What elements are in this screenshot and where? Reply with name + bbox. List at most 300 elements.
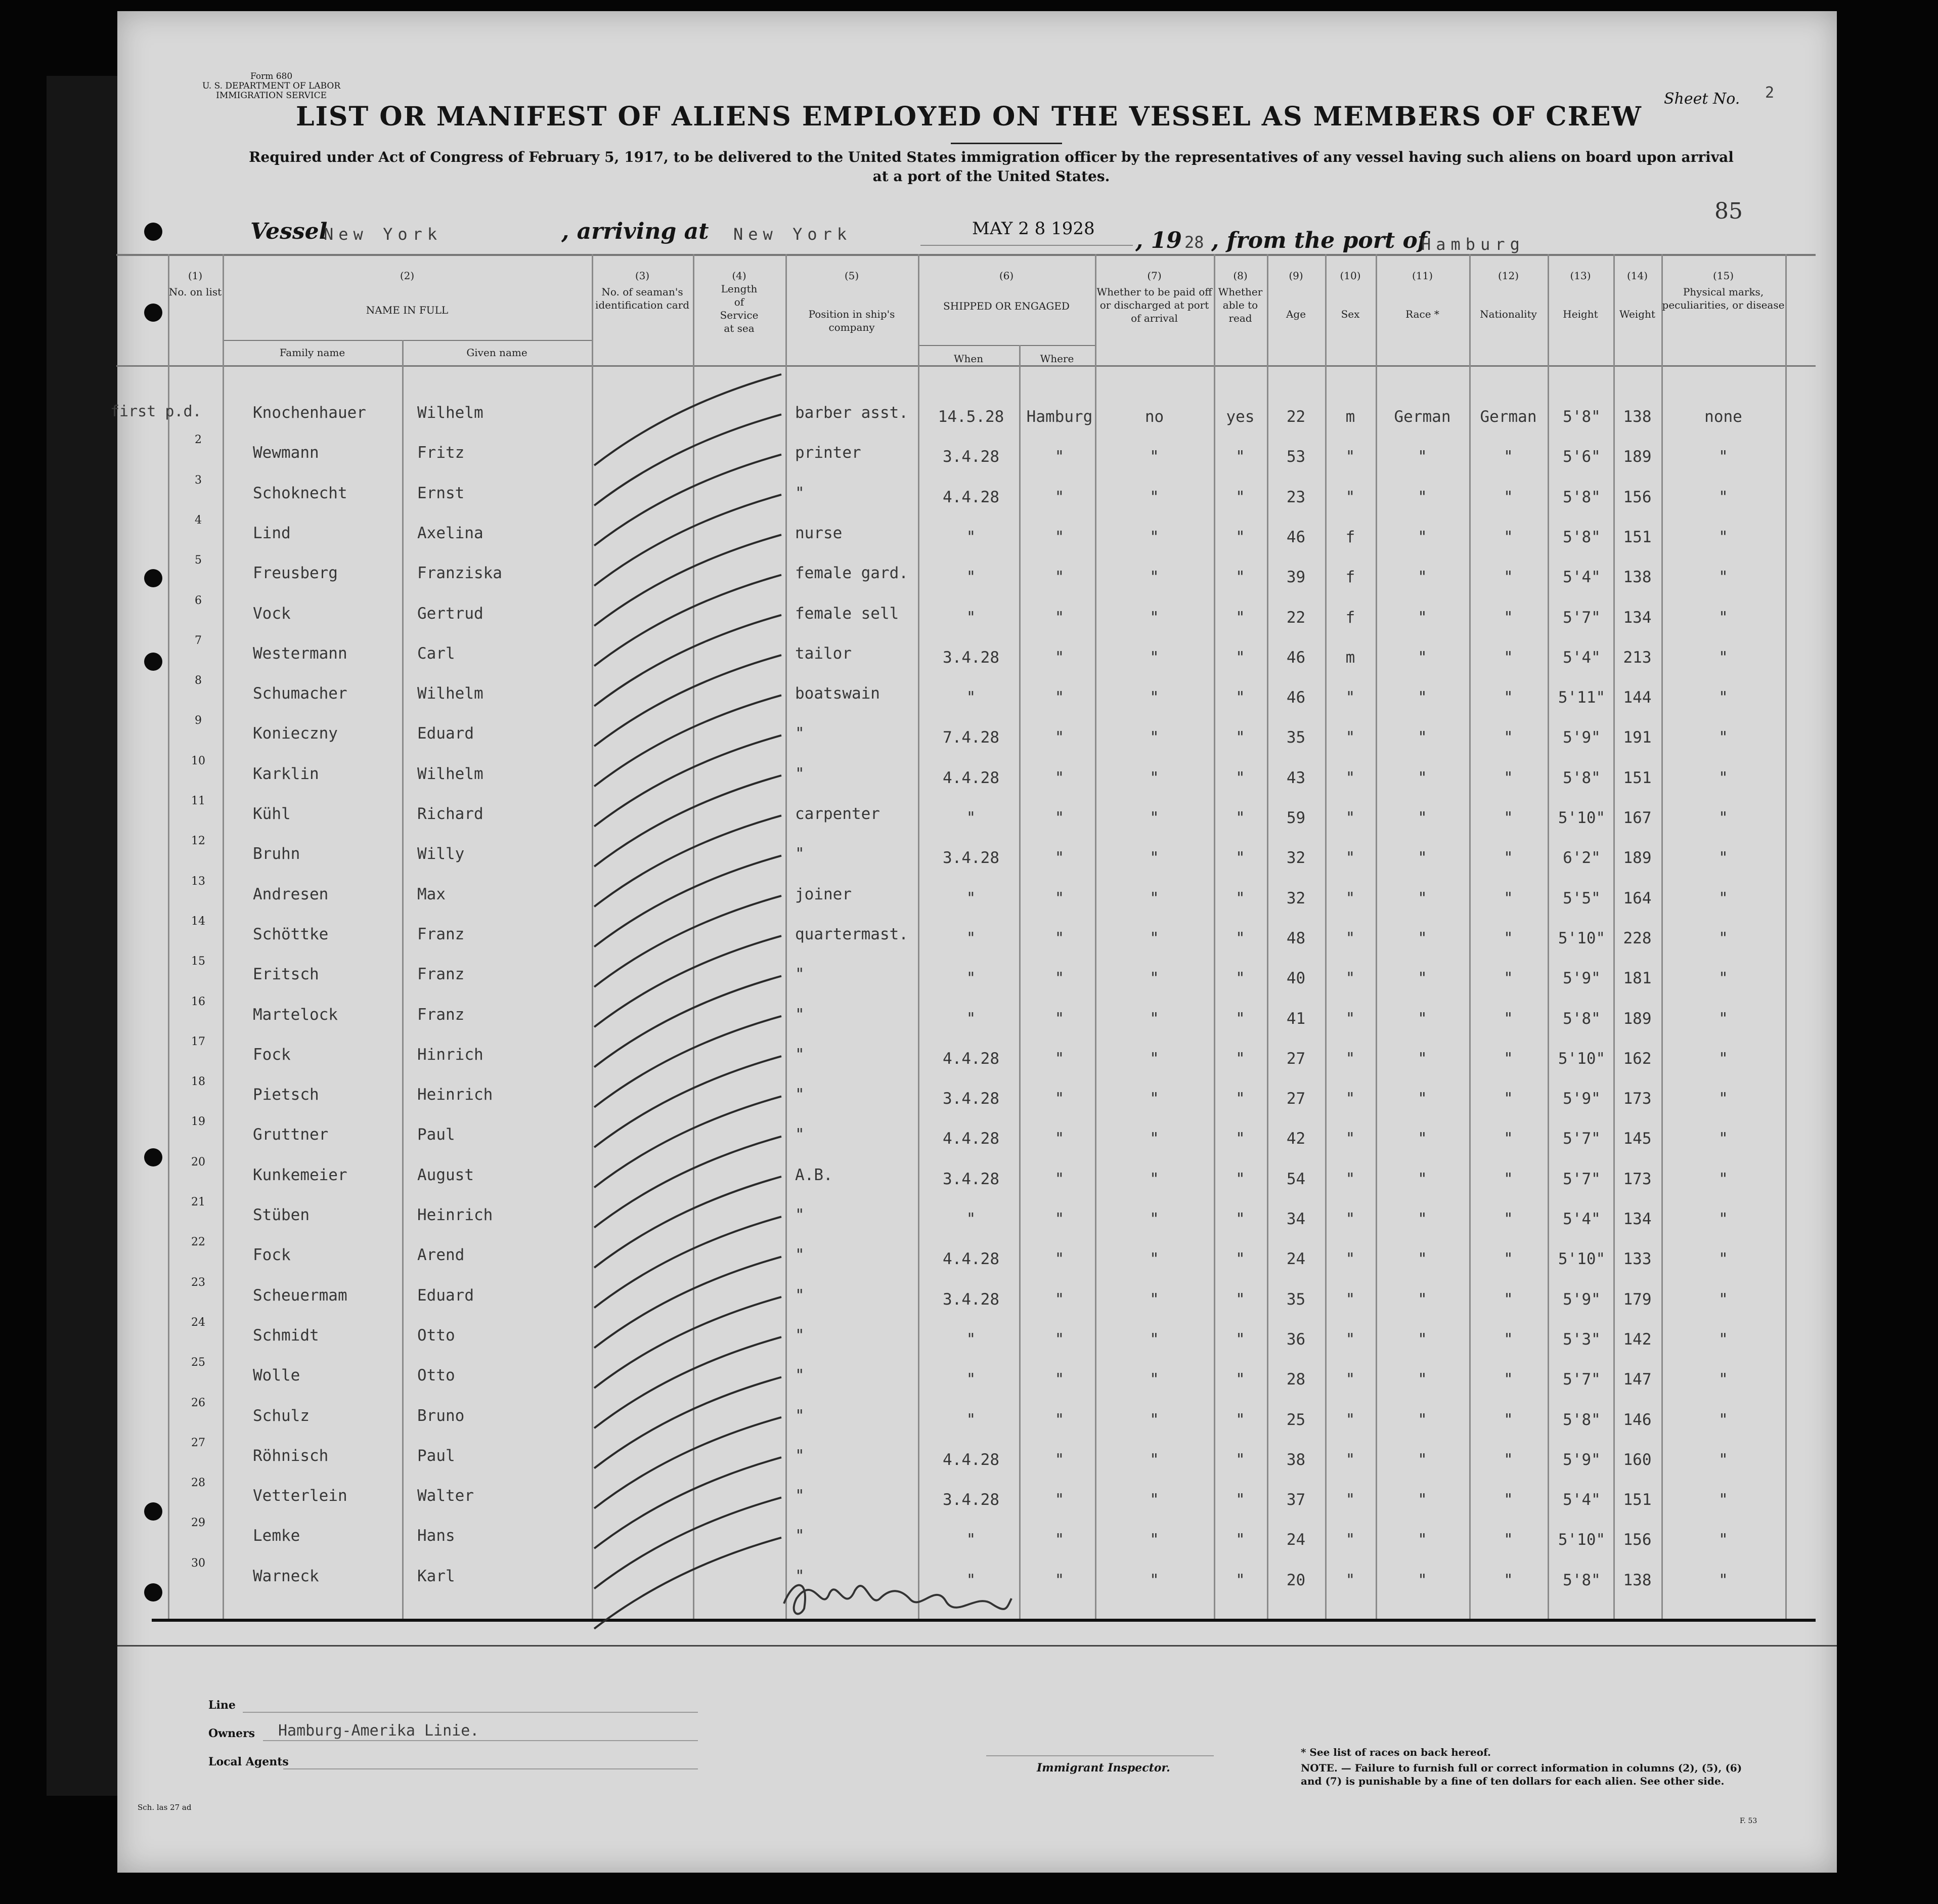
cell-family: Wewmann	[253, 444, 319, 462]
cell-read: "	[1236, 1370, 1245, 1389]
owners-underline	[263, 1740, 698, 1741]
cell-age: 35	[1286, 728, 1306, 747]
diagonal-stroke	[594, 735, 781, 827]
vessel-name: New York	[324, 225, 443, 244]
cell-read: "	[1236, 1210, 1245, 1228]
cell-given: Heinrich	[417, 1206, 493, 1224]
cell-weight: 145	[1623, 1130, 1652, 1148]
cell-position: "	[795, 1045, 805, 1064]
cell-nationality: "	[1504, 608, 1513, 627]
cell-sex: "	[1345, 1090, 1355, 1108]
cell-given: Ernst	[417, 484, 465, 502]
cell-race: "	[1418, 889, 1427, 907]
cell-age: 34	[1286, 1210, 1306, 1228]
cell-age: 46	[1286, 648, 1306, 667]
cell-position: tailor	[795, 644, 852, 663]
cell-family: Gruttner	[253, 1126, 329, 1144]
cell-given: Wilhelm	[417, 684, 483, 703]
cell-race: German	[1394, 408, 1451, 426]
cell-marks: "	[1719, 728, 1728, 747]
cell-when: 3.4.28	[943, 1090, 999, 1108]
cell-height: 5'9"	[1563, 1290, 1601, 1309]
cell-where: "	[1054, 488, 1065, 506]
cell-age: 46	[1286, 688, 1306, 707]
row-number: 10	[191, 754, 205, 767]
cell-where: "	[1054, 969, 1065, 988]
cell-family: Freusberg	[253, 564, 338, 583]
col-number: (6)	[999, 270, 1014, 282]
cell-when: 4.4.28	[943, 1450, 999, 1469]
cell-position: "	[795, 1326, 805, 1345]
cell-position: "	[795, 764, 805, 783]
cell-height: 5'4"	[1563, 648, 1601, 667]
cell-race: "	[1418, 1250, 1427, 1269]
diagonal-stroke	[594, 1538, 781, 1629]
col-number: (15)	[1712, 270, 1734, 282]
cell-position: nurse	[795, 524, 843, 542]
row-number: 9	[195, 714, 202, 727]
department: U. S. DEPARTMENT OF LABOR	[202, 81, 341, 91]
cell-height: 5'8"	[1563, 1571, 1601, 1589]
cell-weight: 156	[1623, 488, 1652, 506]
cell-where: "	[1054, 929, 1065, 947]
cell-when: 3.4.28	[943, 849, 999, 868]
cell-read: "	[1236, 1290, 1245, 1309]
cell-nationality: "	[1504, 1531, 1513, 1549]
year-suffix: 28	[1184, 233, 1204, 252]
cell-nationality: "	[1504, 488, 1513, 506]
cell-sex: "	[1345, 1571, 1355, 1589]
cell-read: yes	[1226, 408, 1255, 426]
row-number: 18	[191, 1075, 205, 1089]
cell-read: "	[1236, 608, 1245, 627]
service: IMMIGRATION SERVICE	[216, 91, 327, 101]
col-number: (1)	[188, 270, 203, 282]
cell-nationality: "	[1504, 969, 1513, 988]
col-number: (7)	[1147, 270, 1162, 282]
cell-given: August	[417, 1165, 474, 1184]
cell-given: Wilhelm	[417, 404, 483, 422]
cell-where: "	[1054, 728, 1065, 747]
cell-where: "	[1054, 1290, 1065, 1309]
diagonal-stroke	[594, 1137, 781, 1228]
cell-weight: 173	[1623, 1090, 1652, 1108]
cell-given: Eduard	[417, 1286, 474, 1305]
cell-read: "	[1236, 1410, 1245, 1429]
cell-family: Eritsch	[253, 965, 319, 984]
schedule-code: Sch. las 27 ad	[138, 1803, 192, 1812]
cell-read: "	[1236, 1450, 1245, 1469]
cell-given: Willy	[417, 845, 465, 863]
cell-given: Fritz	[417, 444, 465, 462]
cell-weight: 189	[1623, 448, 1652, 466]
cell-position: A.B.	[795, 1165, 833, 1184]
cell-position: "	[795, 484, 805, 502]
cell-height: 5'9"	[1563, 1450, 1601, 1469]
cell-sex: "	[1345, 1170, 1355, 1188]
cell-age: 46	[1286, 528, 1306, 546]
cell-nationality: "	[1504, 1049, 1513, 1068]
cell-family: Lemke	[253, 1527, 300, 1545]
cell-race: "	[1418, 1571, 1427, 1589]
cell-family: Fock	[253, 1246, 291, 1265]
cell-where: "	[1054, 608, 1065, 627]
row-number: 5	[195, 554, 202, 567]
cell-nationality: "	[1504, 1450, 1513, 1469]
diagonal-stroke	[594, 936, 781, 1027]
col-number: (10)	[1340, 270, 1361, 282]
cell-sex: "	[1345, 1410, 1355, 1429]
cell-family: Scheuermam	[253, 1286, 347, 1305]
cell-race: "	[1418, 1170, 1427, 1188]
cell-nationality: "	[1504, 929, 1513, 947]
cell-paid: "	[1150, 1170, 1159, 1188]
cell-marks: "	[1719, 1290, 1728, 1309]
diagonal-stroke	[594, 1457, 781, 1548]
cell-nationality: "	[1504, 1210, 1513, 1228]
cell-when: "	[966, 1531, 976, 1549]
diagonal-stroke	[594, 1297, 781, 1388]
cell-sex: m	[1345, 648, 1355, 667]
cell-marks: "	[1719, 1410, 1728, 1429]
col-number: (9)	[1289, 270, 1303, 282]
cell-nationality: "	[1504, 1090, 1513, 1108]
cell-position: "	[795, 1126, 805, 1144]
cell-nationality: "	[1504, 1571, 1513, 1589]
cell-marks: "	[1719, 568, 1728, 587]
cell-marks: "	[1719, 1049, 1728, 1068]
cell-height: 5'8"	[1563, 488, 1601, 506]
diagonal-stroke	[594, 1177, 781, 1268]
cell-height: 5'8"	[1563, 528, 1601, 546]
row-number: 17	[191, 1035, 205, 1048]
cell-marks: "	[1719, 849, 1728, 868]
cell-marks: "	[1719, 929, 1728, 947]
cell-where: "	[1054, 1090, 1065, 1108]
cell-when: 4.4.28	[943, 1049, 999, 1068]
cell-read: "	[1236, 929, 1245, 947]
cell-when: 3.4.28	[943, 1491, 999, 1509]
cell-where: "	[1054, 1049, 1065, 1068]
cell-weight: 138	[1623, 1571, 1652, 1589]
line-underline	[243, 1712, 698, 1713]
diagonal-stroke	[594, 1016, 781, 1107]
diagonal-stroke	[594, 535, 781, 626]
cell-position: "	[795, 1446, 805, 1465]
row-number: 26	[191, 1396, 205, 1409]
cell-height: 5'9"	[1563, 969, 1601, 988]
cell-height: 5'10"	[1558, 1049, 1606, 1068]
cell-age: 27	[1286, 1049, 1306, 1068]
cell-given: Paul	[417, 1446, 455, 1465]
cell-nationality: "	[1504, 1410, 1513, 1429]
cell-position: barber asst.	[795, 404, 908, 422]
cell-race: "	[1418, 1130, 1427, 1148]
cell-weight: 134	[1623, 1210, 1652, 1228]
cell-given: Gertrud	[417, 604, 483, 623]
cell-marks: "	[1719, 1450, 1728, 1469]
cell-age: 20	[1286, 1571, 1306, 1589]
cell-marks: "	[1719, 969, 1728, 988]
diagonal-stroke	[594, 1337, 781, 1428]
cell-position: carpenter	[795, 805, 880, 823]
cell-paid: "	[1150, 809, 1159, 827]
cell-position: "	[795, 965, 805, 984]
row-number: 25	[191, 1356, 205, 1369]
cell-where: "	[1054, 1250, 1065, 1269]
cell-sex: "	[1345, 488, 1355, 506]
cell-family: Fock	[253, 1045, 291, 1064]
col-label: Physical marks, peculiarities, or disease	[1662, 286, 1785, 311]
cell-paid: "	[1150, 608, 1159, 627]
cell-family: Vetterlein	[253, 1487, 347, 1505]
cell-where: "	[1054, 688, 1065, 707]
cell-height: 5'7"	[1563, 1130, 1601, 1148]
cell-sex: "	[1345, 849, 1355, 868]
cell-paid: "	[1150, 1571, 1159, 1589]
cell-weight: 134	[1623, 608, 1652, 627]
cell-age: 43	[1286, 768, 1306, 787]
cell-family: Martelock	[253, 1005, 338, 1024]
form-code: F. 53	[1740, 1817, 1757, 1825]
cell-where: "	[1054, 768, 1065, 787]
diagonal-stroke	[594, 655, 781, 746]
col-label: NAME IN FULL	[366, 304, 449, 316]
owners-value: Hamburg-Amerika Linie.	[278, 1722, 479, 1740]
first-row-marker: first p.d.	[110, 403, 202, 420]
cell-position: "	[795, 1366, 805, 1385]
cell-age: 24	[1286, 1531, 1306, 1549]
cell-read: "	[1236, 648, 1245, 667]
cell-paid: "	[1150, 1290, 1159, 1309]
col-number: (13)	[1570, 270, 1591, 282]
cell-height: 5'4"	[1563, 1210, 1601, 1228]
diagonal-stroke	[594, 1217, 781, 1308]
cell-read: "	[1236, 1571, 1245, 1589]
col-number: (2)	[400, 270, 415, 282]
cell-read: "	[1236, 728, 1245, 747]
cell-given: Arend	[417, 1246, 465, 1265]
cell-given: Richard	[417, 805, 483, 823]
col-label: Weight	[1619, 308, 1655, 320]
cell-when: 3.4.28	[943, 448, 999, 466]
cell-paid: "	[1150, 889, 1159, 907]
cell-race: "	[1418, 1531, 1427, 1549]
cell-height: 5'7"	[1563, 1370, 1601, 1389]
cell-family: Warneck	[253, 1567, 319, 1585]
arriving-port: New York	[733, 225, 852, 244]
cell-marks: "	[1719, 1090, 1728, 1108]
cell-paid: "	[1150, 1090, 1159, 1108]
cell-family: Schmidt	[253, 1326, 319, 1345]
cell-when: 3.4.28	[943, 1290, 999, 1309]
fine-note: NOTE. — Failure to furnish full or correct information in columns (2), (5), (6) and (7) is punishable by a fine of ten dollars for each alien. See other side.	[1301, 1762, 1742, 1787]
cell-height: 5'9"	[1563, 728, 1601, 747]
cell-age: 39	[1286, 568, 1306, 587]
cell-marks: "	[1719, 1170, 1728, 1188]
from-port: Hamburg	[1421, 235, 1525, 254]
cell-age: 40	[1286, 969, 1306, 988]
cell-marks: "	[1719, 1130, 1728, 1148]
cell-sex: f	[1345, 568, 1355, 587]
cell-position: "	[795, 1406, 805, 1425]
cell-weight: 147	[1623, 1370, 1652, 1389]
cell-family: Lind	[253, 524, 291, 542]
cell-position: "	[795, 845, 805, 863]
cell-race: "	[1418, 1330, 1427, 1349]
col-label: Nationality	[1480, 308, 1537, 320]
cell-weight: 181	[1623, 969, 1652, 988]
cell-age: 54	[1286, 1170, 1306, 1188]
cell-position: "	[795, 1086, 805, 1104]
cell-where: "	[1054, 1370, 1065, 1389]
cell-sex: "	[1345, 809, 1355, 827]
row-number: 27	[191, 1436, 205, 1449]
col-label: No. of seaman's identification card	[595, 286, 689, 311]
row-number: 15	[191, 955, 205, 968]
col-number: (5)	[844, 270, 859, 282]
cell-when: "	[966, 809, 976, 827]
cell-age: 27	[1286, 1090, 1306, 1108]
col-label: Whether able to read	[1218, 286, 1263, 324]
cell-height: 5'5"	[1563, 889, 1601, 907]
cell-when: "	[966, 1330, 976, 1349]
cell-marks: "	[1719, 889, 1728, 907]
cell-read: "	[1236, 448, 1245, 466]
cell-age: 35	[1286, 1290, 1306, 1309]
cell-height: 5'4"	[1563, 1491, 1601, 1509]
cell-weight: 189	[1623, 849, 1652, 868]
cell-when: "	[966, 608, 976, 627]
cell-race: "	[1418, 1090, 1427, 1108]
col-label: SHIPPED OR ENGAGED	[943, 300, 1070, 312]
col-number: (3)	[635, 270, 650, 282]
inspector-label: Immigrant Inspector.	[1037, 1761, 1170, 1775]
year-prefix: , 19	[1135, 228, 1182, 253]
cell-paid: "	[1150, 1330, 1159, 1349]
cell-paid: "	[1150, 1210, 1159, 1228]
cell-family: Bruhn	[253, 845, 300, 863]
cell-race: "	[1418, 528, 1427, 546]
cell-when: 4.4.28	[943, 488, 999, 506]
cell-paid: "	[1150, 488, 1159, 506]
cell-sex: m	[1345, 408, 1355, 426]
cell-race: "	[1418, 448, 1427, 466]
cell-race: "	[1418, 969, 1427, 988]
cell-race: "	[1418, 1450, 1427, 1469]
row-number: 12	[191, 835, 205, 848]
cell-where: "	[1054, 1009, 1065, 1028]
cell-read: "	[1236, 1531, 1245, 1549]
cell-given: Franz	[417, 925, 465, 943]
from-port-label: , from the port of	[1211, 228, 1427, 253]
cell-read: "	[1236, 488, 1245, 506]
cell-nationality: "	[1504, 1170, 1513, 1188]
cell-sex: "	[1345, 1531, 1355, 1549]
cell-family: Vock	[253, 604, 291, 623]
cell-race: "	[1418, 608, 1427, 627]
row-number: 24	[191, 1316, 205, 1329]
cell-when: "	[966, 528, 976, 546]
cell-where: "	[1054, 809, 1065, 827]
cell-height: 5'8"	[1563, 768, 1601, 787]
row-number: 8	[195, 674, 202, 687]
cell-race: "	[1418, 1370, 1427, 1389]
col-label: Age	[1286, 308, 1306, 320]
cell-sex: "	[1345, 1009, 1355, 1028]
row-number: 29	[191, 1517, 205, 1530]
row-number: 11	[191, 795, 205, 807]
cell-position: printer	[795, 444, 861, 462]
cell-nationality: "	[1504, 528, 1513, 546]
col-label: Whether to be paid off or discharged at port of arrival	[1096, 286, 1212, 324]
cell-height: 5'4"	[1563, 568, 1601, 587]
cell-position: female gard.	[795, 564, 908, 583]
cell-marks: "	[1719, 809, 1728, 827]
cell-family: Kühl	[253, 805, 291, 823]
cell-weight: 138	[1623, 568, 1652, 587]
col-number: (4)	[732, 270, 746, 282]
cell-given: Otto	[417, 1326, 455, 1345]
cell-family: Kunkemeier	[253, 1165, 347, 1184]
cell-paid: no	[1144, 408, 1164, 426]
cell-age: 37	[1286, 1491, 1306, 1509]
cell-height: 5'7"	[1563, 1170, 1601, 1188]
cell-paid: "	[1150, 1531, 1159, 1549]
cell-position: "	[795, 1567, 805, 1585]
cell-when: 4.4.28	[943, 768, 999, 787]
line-label: Line	[208, 1699, 236, 1712]
family-name-header: Family name	[279, 347, 345, 359]
diagonal-stroke	[594, 414, 781, 505]
page-title: LIST OR MANIFEST OF ALIENS EMPLOYED ON THE VESSEL AS MEMBERS OF CREW	[296, 101, 1642, 132]
cell-nationality: "	[1504, 1009, 1513, 1028]
cell-sex: "	[1345, 768, 1355, 787]
cell-given: Axelina	[417, 524, 483, 542]
cell-position: female sell	[795, 604, 899, 623]
row-number: 28	[191, 1477, 205, 1490]
cell-race: "	[1418, 929, 1427, 947]
diagonal-stroke	[594, 1056, 781, 1147]
cell-position: "	[795, 1005, 805, 1024]
cell-read: "	[1236, 1330, 1245, 1349]
diagonal-stroke	[594, 455, 781, 546]
cell-where: "	[1054, 1531, 1065, 1549]
cell-nationality: "	[1504, 809, 1513, 827]
cell-nationality: "	[1504, 448, 1513, 466]
cell-age: 59	[1286, 809, 1306, 827]
cell-height: 6'2"	[1563, 849, 1601, 868]
when-header: When	[953, 353, 984, 365]
row-number: 23	[191, 1276, 205, 1289]
cell-weight: 173	[1623, 1170, 1652, 1188]
cell-where: Hamburg	[1026, 408, 1093, 426]
diagonal-stroke	[594, 896, 781, 987]
diagonal-stroke	[594, 1096, 781, 1187]
cell-age: 48	[1286, 929, 1306, 947]
cell-sex: "	[1345, 1290, 1355, 1309]
row-number: 4	[195, 513, 202, 527]
cell-given: Eduard	[417, 724, 474, 743]
cell-nationality: "	[1504, 688, 1513, 707]
col-number: (14)	[1626, 270, 1648, 282]
cell-where: "	[1054, 1130, 1065, 1148]
cell-read: "	[1236, 568, 1245, 587]
row-number: 22	[191, 1236, 205, 1249]
cell-height: 5'8"	[1563, 408, 1601, 426]
cell-weight: 151	[1623, 528, 1652, 546]
cell-weight: 228	[1623, 929, 1652, 947]
